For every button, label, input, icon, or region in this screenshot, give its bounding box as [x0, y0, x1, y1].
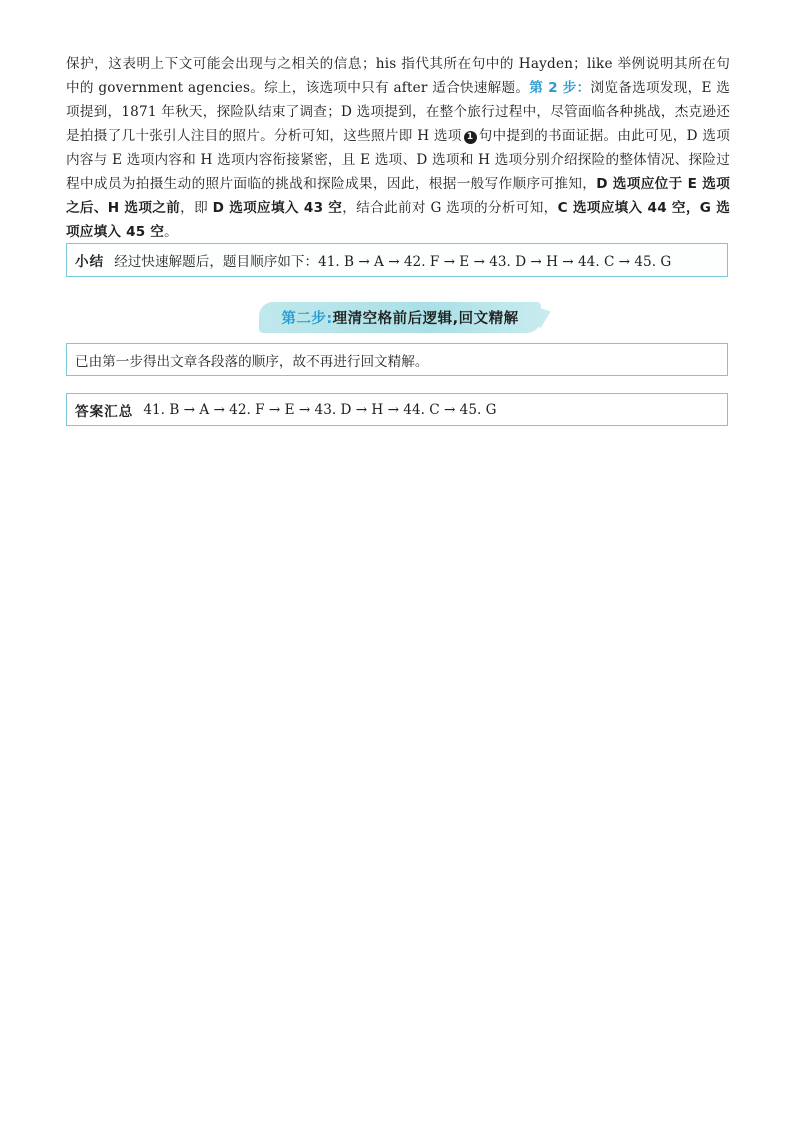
paragraph-segment-2: 浏览备选项发现，E 选项提到，1871 年秋天，探险队结束了调查；D 选项提到，在整个旅行过程中，尽管面临各种挑战，杰克逊还是拍摄了几十张引人注目的照片。分析可知，这些照片即 H 选项 — [66, 80, 730, 144]
note-text: 已由第一步得出文章各段落的顺序，故不再进行回文精解。 — [75, 353, 429, 370]
summary-box — [66, 243, 728, 277]
explanation-paragraph — [66, 52, 730, 244]
summary-tag: 小结 — [75, 254, 105, 270]
answer-summary-text: 41. B → A → 42. F → E → 43. D → H → 44. C → 45. G — [143, 401, 497, 418]
section-heading — [259, 302, 540, 333]
bold-conclusion-3: C 选项应填入 44 空，G 选项应填入 45 空 — [66, 200, 730, 240]
bold-conclusion-1: D 选项应位于 E 选项之后、H 选项之前 — [66, 176, 730, 216]
main-content — [66, 52, 730, 244]
note-box — [66, 343, 728, 376]
paragraph-segment-6: 。 — [164, 224, 178, 240]
bold-conclusion-2: D 选项应填入 43 空 — [212, 200, 343, 216]
summary-text: 经过快速解题后，题目顺序如下：41. B → A → 42. F → E → 43. D → H → 44. C → 45. G — [114, 254, 672, 270]
answer-summary-box — [66, 393, 728, 426]
paragraph-segment-5: ，结合此前对 G 选项的分析可知， — [342, 200, 558, 216]
answer-summary-tag: 答案汇总 — [75, 403, 134, 420]
circled-number-icon: 1 — [464, 131, 477, 144]
section-heading-text: 理清空格前后逻辑,回文精解 — [332, 310, 519, 327]
section-heading-wrap — [0, 300, 800, 334]
section-heading-step: 第二步: — [281, 310, 333, 327]
banner-tail-decoration — [539, 308, 551, 328]
paragraph-segment-4: ，即 — [180, 200, 213, 216]
step-2-label: 第 2 步： — [529, 80, 591, 96]
paragraph-segment-3: 句中提到的书面证据。由此可见，D 选项内容与 E 选项内容和 H 选项内容衔接紧密，且 E 选项、D 选项和 H 选项分别介绍探险的整体情况、探险过程中成员为拍摄生动的照片面临的挑战和探险成果，因此，根据一般写作顺序可推知， — [66, 128, 730, 192]
paragraph-segment-1: 保护，这表明上下文可能会出现与之相关的信息；his 指代其所在句中的 Hayden；like 举例说明其所在句中的 government agencies。综上，该选项中只有 after 适合快速解题。 — [66, 56, 730, 96]
